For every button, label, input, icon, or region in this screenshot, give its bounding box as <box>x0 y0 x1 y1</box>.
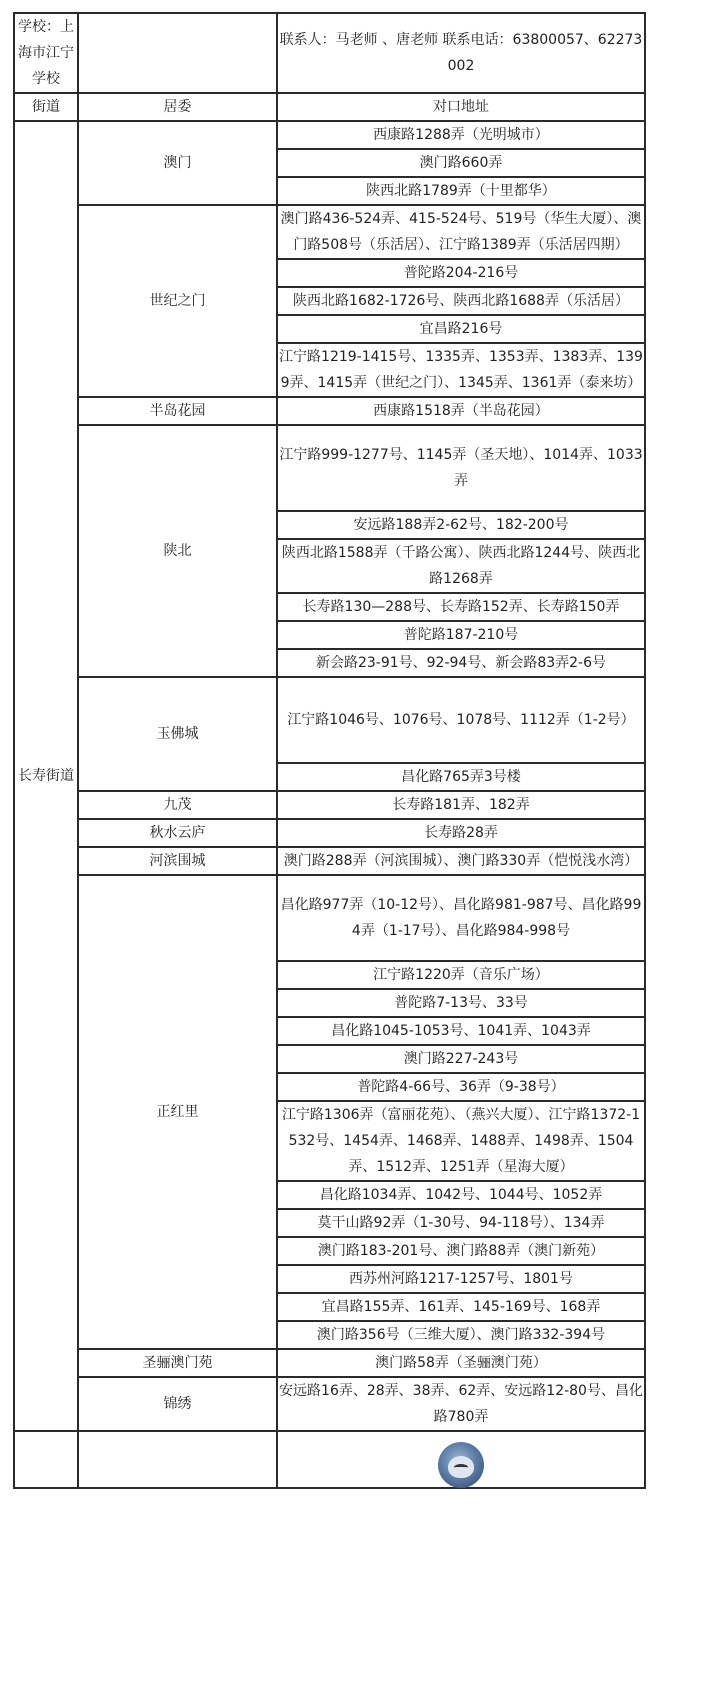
street-name: 长寿街道 <box>14 121 78 1431</box>
avatar-cell <box>277 1431 645 1488</box>
address-cell: 莫干山路92弄（1-30号、94-118号）、134弄 <box>277 1209 645 1237</box>
table-row <box>14 847 645 875</box>
table-row <box>14 1431 645 1488</box>
address-cell: 澳门路58弄（圣骊澳门苑） <box>277 1349 645 1377</box>
address-cell: 澳门路288弄（河滨围城）、澳门路330弄（恺悦浅水湾） <box>277 847 645 875</box>
col-street-header: 街道 <box>14 93 78 121</box>
col-committee-header: 居委 <box>78 93 277 121</box>
school-row <box>14 13 645 93</box>
table-row <box>14 819 645 847</box>
committee-name: 圣骊澳门苑 <box>78 1349 277 1377</box>
address-table <box>13 12 646 1489</box>
address-cell: 江宁路1306弄（富丽花苑）、（燕兴大厦）、江宁路1372-1532号、1454弄、1468弄、1488弄、1498弄、1504弄、1512弄、1251弄（星海大厦） <box>277 1101 645 1181</box>
address-cell: 安远路188弄2-62号、182-200号 <box>277 511 645 539</box>
address-cell: 陕西北路1588弄（千路公寓）、陕西北路1244号、陕西北路1268弄 <box>277 539 645 593</box>
address-cell: 长寿路28弄 <box>277 819 645 847</box>
address-cell: 长寿路130—288号、长寿路152弄、长寿路150弄 <box>277 593 645 621</box>
table-row <box>14 677 645 763</box>
address-cell: 普陀路7-13号、33号 <box>277 989 645 1017</box>
committee-name: 九茂 <box>78 791 277 819</box>
address-cell: 陕西北路1789弄（十里都华） <box>277 177 645 205</box>
address-cell: 澳门路436-524弄、415-524号、519号（华生大厦）、澳门路508号（乐活居）、江宁路1389弄（乐活居四期） <box>277 205 645 259</box>
address-cell: 澳门路660弄 <box>277 149 645 177</box>
address-cell: 普陀路187-210号 <box>277 621 645 649</box>
committee-name: 澳门 <box>78 121 277 205</box>
address-cell: 澳门路227-243号 <box>277 1045 645 1073</box>
table-row <box>14 1377 645 1431</box>
committee-name: 河滨围城 <box>78 847 277 875</box>
committee-name: 半岛花园 <box>78 397 277 425</box>
address-cell: 西康路1288弄（光明城市） <box>277 121 645 149</box>
address-cell: 昌化路765弄3号楼 <box>277 763 645 791</box>
table-row <box>14 205 645 259</box>
contact-info: 联系人：马老师 、唐老师 联系电话：63800057、62273002 <box>277 13 645 93</box>
table-row <box>14 1349 645 1377</box>
blank-cell <box>14 1431 78 1488</box>
address-cell: 江宁路1219-1415号、1335弄、1353弄、1383弄、1399弄、1415弄（世纪之门）、1345弄、1361弄（泰来坊） <box>277 343 645 397</box>
address-cell: 澳门路356号（三维大厦）、澳门路332-394号 <box>277 1321 645 1349</box>
address-cell: 昌化路977弄（10-12号）、昌化路981-987号、昌化路994弄（1-17号）、昌化路984-998号 <box>277 875 645 961</box>
address-cell: 江宁路1046号、1076号、1078号、1112弄（1-2号） <box>277 677 645 763</box>
address-cell: 西康路1518弄（半岛花园） <box>277 397 645 425</box>
col-address-header: 对口地址 <box>277 93 645 121</box>
address-cell: 江宁路999-1277号、1145弄（圣天地）、1014弄、1033弄 <box>277 425 645 511</box>
committee-name: 锦绣 <box>78 1377 277 1431</box>
school-name: 学校：上海市江宁学校 <box>14 13 78 93</box>
address-cell: 西苏州河路1217-1257号、1801号 <box>277 1265 645 1293</box>
committee-name: 正红里 <box>78 875 277 1349</box>
address-cell: 澳门路183-201号、澳门路88弄（澳门新苑） <box>277 1237 645 1265</box>
address-cell: 昌化路1034弄、1042号、1044号、1052弄 <box>277 1181 645 1209</box>
address-cell: 安远路16弄、28弄、38弄、62弄、安远路12-80号、昌化路780弄 <box>277 1377 645 1431</box>
blank-cell <box>78 1431 277 1488</box>
address-cell: 陕西北路1682-1726号、陕西北路1688弄（乐活居） <box>277 287 645 315</box>
blank-cell <box>78 13 277 93</box>
header-row <box>14 93 645 121</box>
committee-name: 玉佛城 <box>78 677 277 791</box>
address-cell: 普陀路4-66号、36弄（9-38号） <box>277 1073 645 1101</box>
committee-name: 世纪之门 <box>78 205 277 397</box>
address-cell: 昌化路1045-1053号、1041弄、1043弄 <box>277 1017 645 1045</box>
address-cell: 新会路23-91号、92-94号、新会路83弄2-6号 <box>277 649 645 677</box>
avatar-icon <box>438 1442 484 1488</box>
table-row <box>14 791 645 819</box>
committee-name: 陕北 <box>78 425 277 677</box>
table-row <box>14 875 645 961</box>
address-cell: 宜昌路216号 <box>277 315 645 343</box>
address-cell: 普陀路204-216号 <box>277 259 645 287</box>
table-row <box>14 397 645 425</box>
address-cell: 长寿路181弄、182弄 <box>277 791 645 819</box>
address-cell: 宜昌路155弄、161弄、145-169号、168弄 <box>277 1293 645 1321</box>
table-row <box>14 425 645 511</box>
committee-name: 秋水云庐 <box>78 819 277 847</box>
address-cell: 江宁路1220弄（音乐广场） <box>277 961 645 989</box>
table-row <box>14 121 645 149</box>
